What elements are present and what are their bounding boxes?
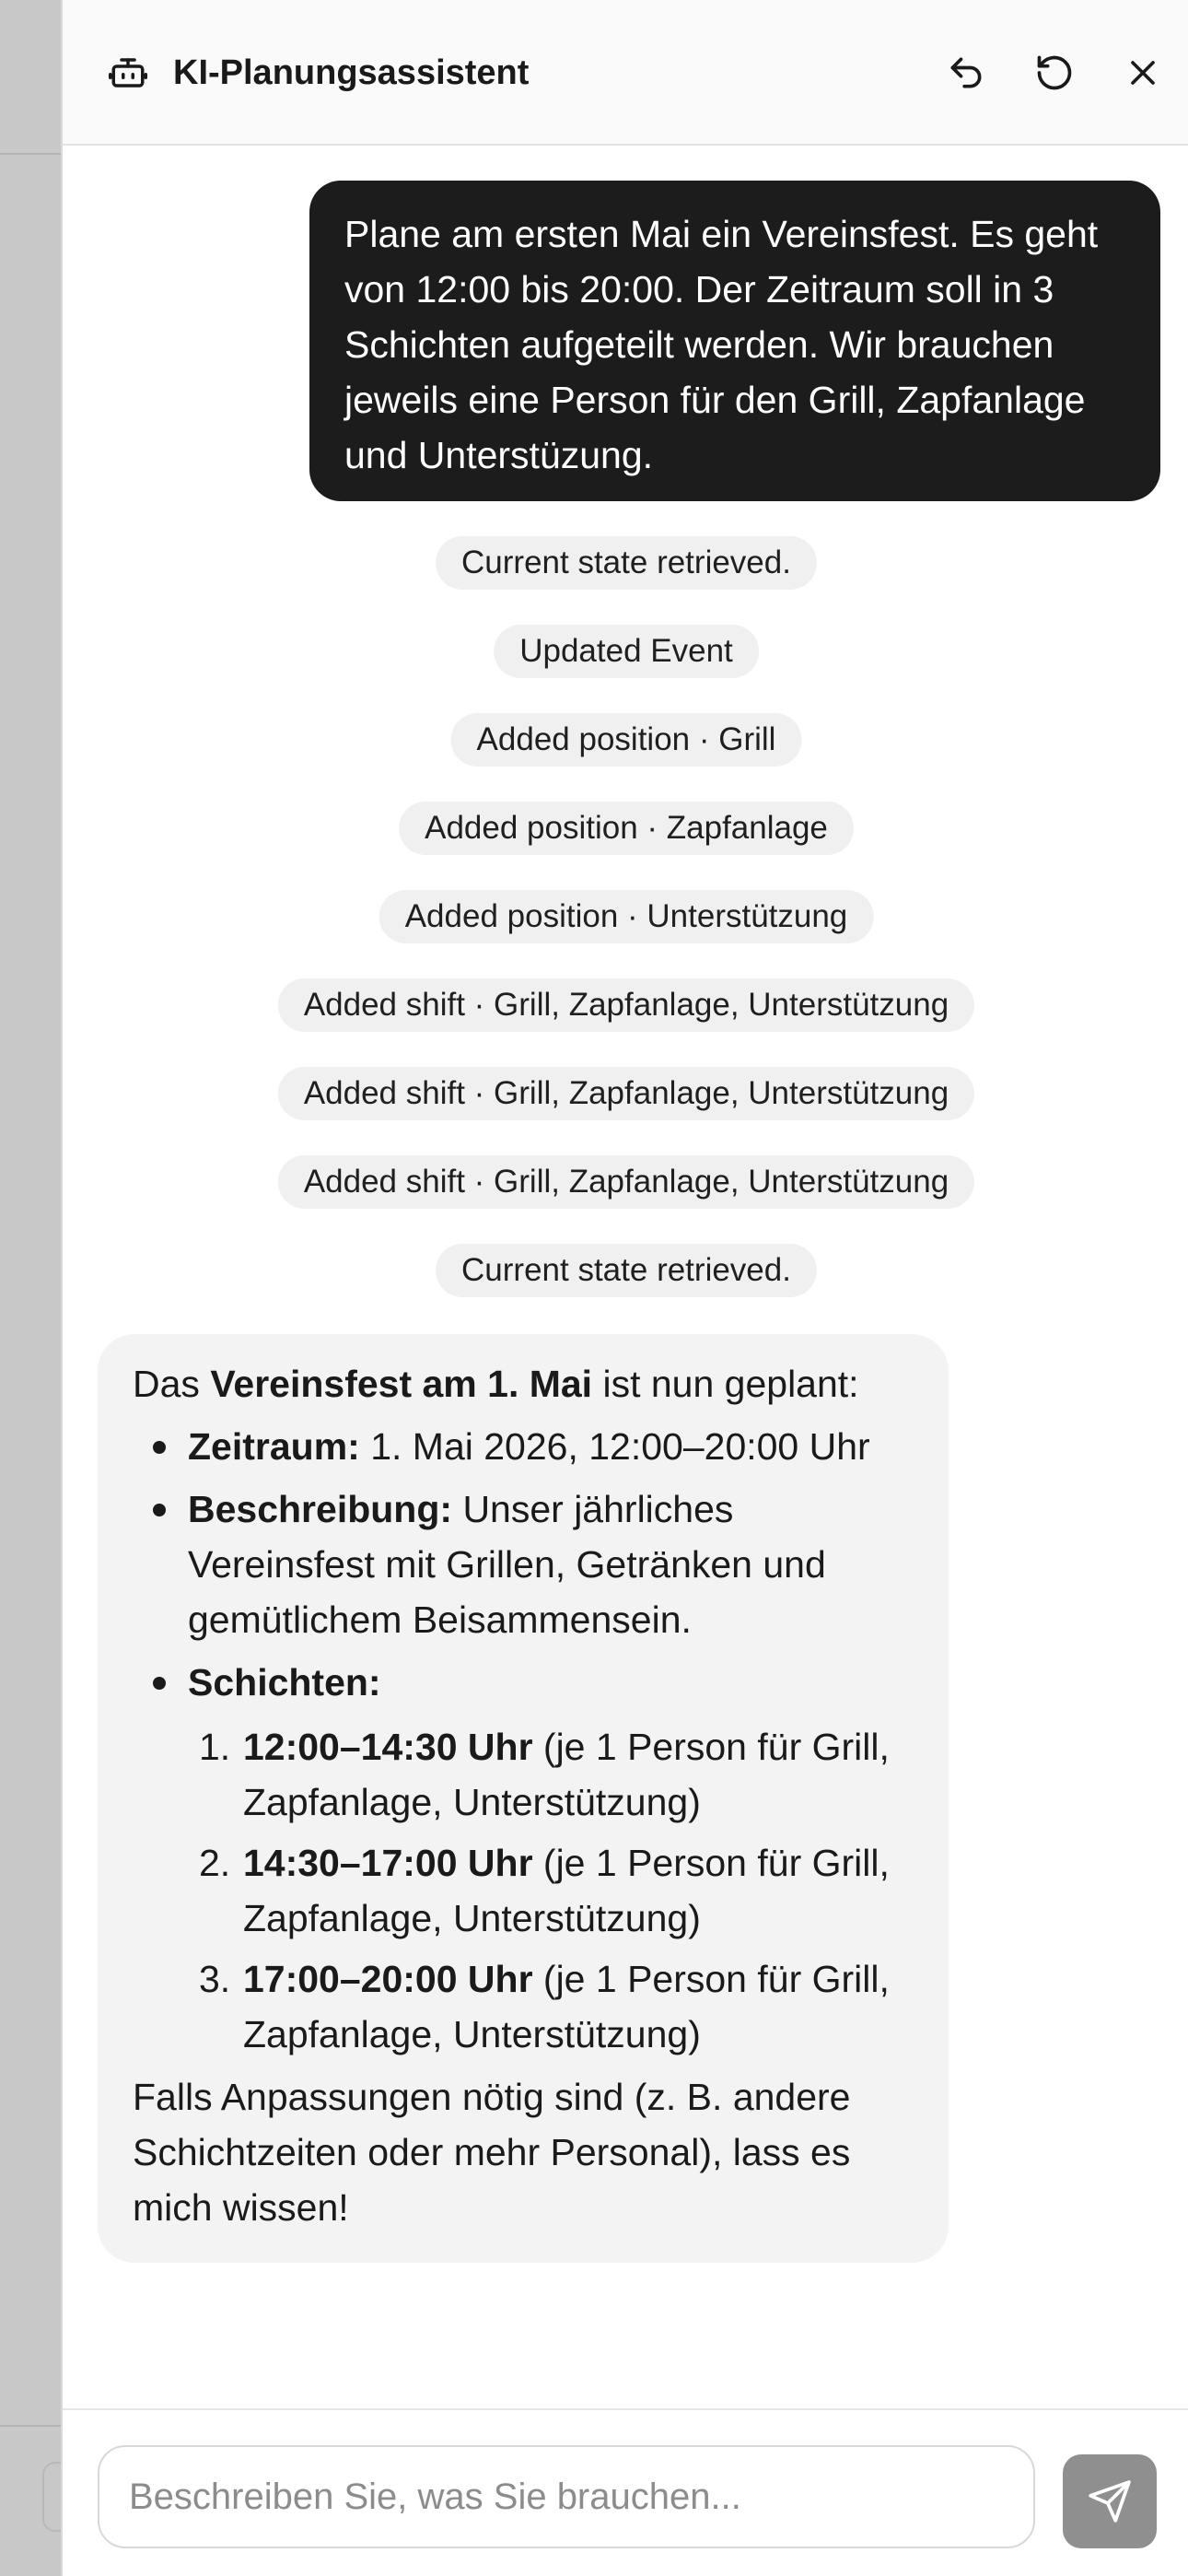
list-item xyxy=(133,1655,914,2062)
shift-time: 12:00–14:30 Uhr xyxy=(243,1726,533,1768)
shift-item xyxy=(188,1951,914,2062)
shift-time: 14:30–17:00 Uhr xyxy=(243,1842,533,1884)
list-item xyxy=(133,1481,914,1647)
send-icon xyxy=(1087,2478,1133,2524)
beschreibung-value: Unser jährliches Vereinsfest mit Grillen, Getränken und gemütlichem Beisammensein. xyxy=(188,1488,826,1641)
shift-item xyxy=(188,1835,914,1946)
shift-detail: (je 1 Person für Grill, Zapfanlage, Unterstützung) xyxy=(243,1726,890,1823)
send-button[interactable] xyxy=(1063,2454,1157,2548)
beschreibung-label: Beschreibung: xyxy=(188,1488,453,1530)
assistant-message-bubble xyxy=(98,1334,949,2263)
undo-button[interactable] xyxy=(939,46,993,100)
status-chip: Current state retrieved. xyxy=(436,536,817,590)
status-chip: Added position · Unterstützung xyxy=(379,890,874,943)
zeitraum-value: 1. Mai 2026, 12:00–20:00 Uhr xyxy=(359,1425,870,1468)
status-chip: Added shift · Grill, Zapfanlage, Unterstützung xyxy=(278,1155,974,1209)
status-chip: Added shift · Grill, Zapfanlage, Unterstützung xyxy=(278,978,974,1032)
assistant-closing: Falls Anpassungen nötig sind (z. B. andere Schichtzeiten oder mehr Personal), lass es mich wissen! xyxy=(133,2076,851,2229)
status-chip: Added position · Grill xyxy=(451,713,802,767)
shift-time: 17:00–20:00 Uhr xyxy=(243,1958,533,2000)
shift-number: 2. xyxy=(199,1842,231,1884)
intro-text: Das xyxy=(133,1363,211,1405)
close-button[interactable] xyxy=(1116,46,1170,100)
composer-divider xyxy=(63,2408,1188,2410)
undo-icon xyxy=(946,53,986,93)
intro-bold-text: Vereinsfest am 1. Mai xyxy=(210,1363,593,1405)
shift-detail: (je 1 Person für Grill, Zapfanlage, Unterstützung) xyxy=(243,1842,890,1939)
close-icon xyxy=(1123,53,1163,93)
status-chip: Updated Event xyxy=(494,625,759,678)
status-chip: Current state retrieved. xyxy=(436,1244,817,1297)
status-chip: Added shift · Grill, Zapfanlage, Unterstützung xyxy=(278,1067,974,1120)
background-page xyxy=(0,0,61,2576)
shift-detail: (je 1 Person für Grill, Zapfanlage, Unterstützung) xyxy=(243,1958,890,2055)
message-input[interactable] xyxy=(98,2445,1035,2548)
shift-number: 1. xyxy=(199,1726,231,1768)
intro-text: ist nun geplant: xyxy=(592,1363,859,1405)
shift-item xyxy=(188,1719,914,1830)
reset-button[interactable] xyxy=(1028,46,1081,100)
shift-number: 3. xyxy=(199,1958,231,2000)
background-divider xyxy=(0,2425,61,2427)
status-chip: Added position · Zapfanlage xyxy=(399,802,854,855)
summary-list xyxy=(133,1419,914,2062)
zeitraum-label: Zeitraum: xyxy=(188,1425,360,1468)
user-message-bubble: Plane am ersten Mai ein Vereinsfest. Es geht von 12:00 bis 20:00. Der Zeitraum soll in 3 Schichten aufgeteilt werden. Wir brauchen jeweils eine Person für den Grill, Zapfanlage und Unterstüzung. xyxy=(309,181,1160,501)
panel-header xyxy=(63,0,1188,146)
list-item xyxy=(133,1419,914,1474)
background-divider xyxy=(0,153,61,155)
assistant-intro xyxy=(133,1356,914,1411)
panel-title: KI-Planungsassistent xyxy=(173,53,530,92)
reset-icon xyxy=(1034,53,1075,93)
robot-icon xyxy=(109,53,147,92)
schichten-label: Schichten: xyxy=(188,1661,381,1704)
assistant-panel xyxy=(61,0,1188,2576)
shift-list xyxy=(188,1719,914,2062)
